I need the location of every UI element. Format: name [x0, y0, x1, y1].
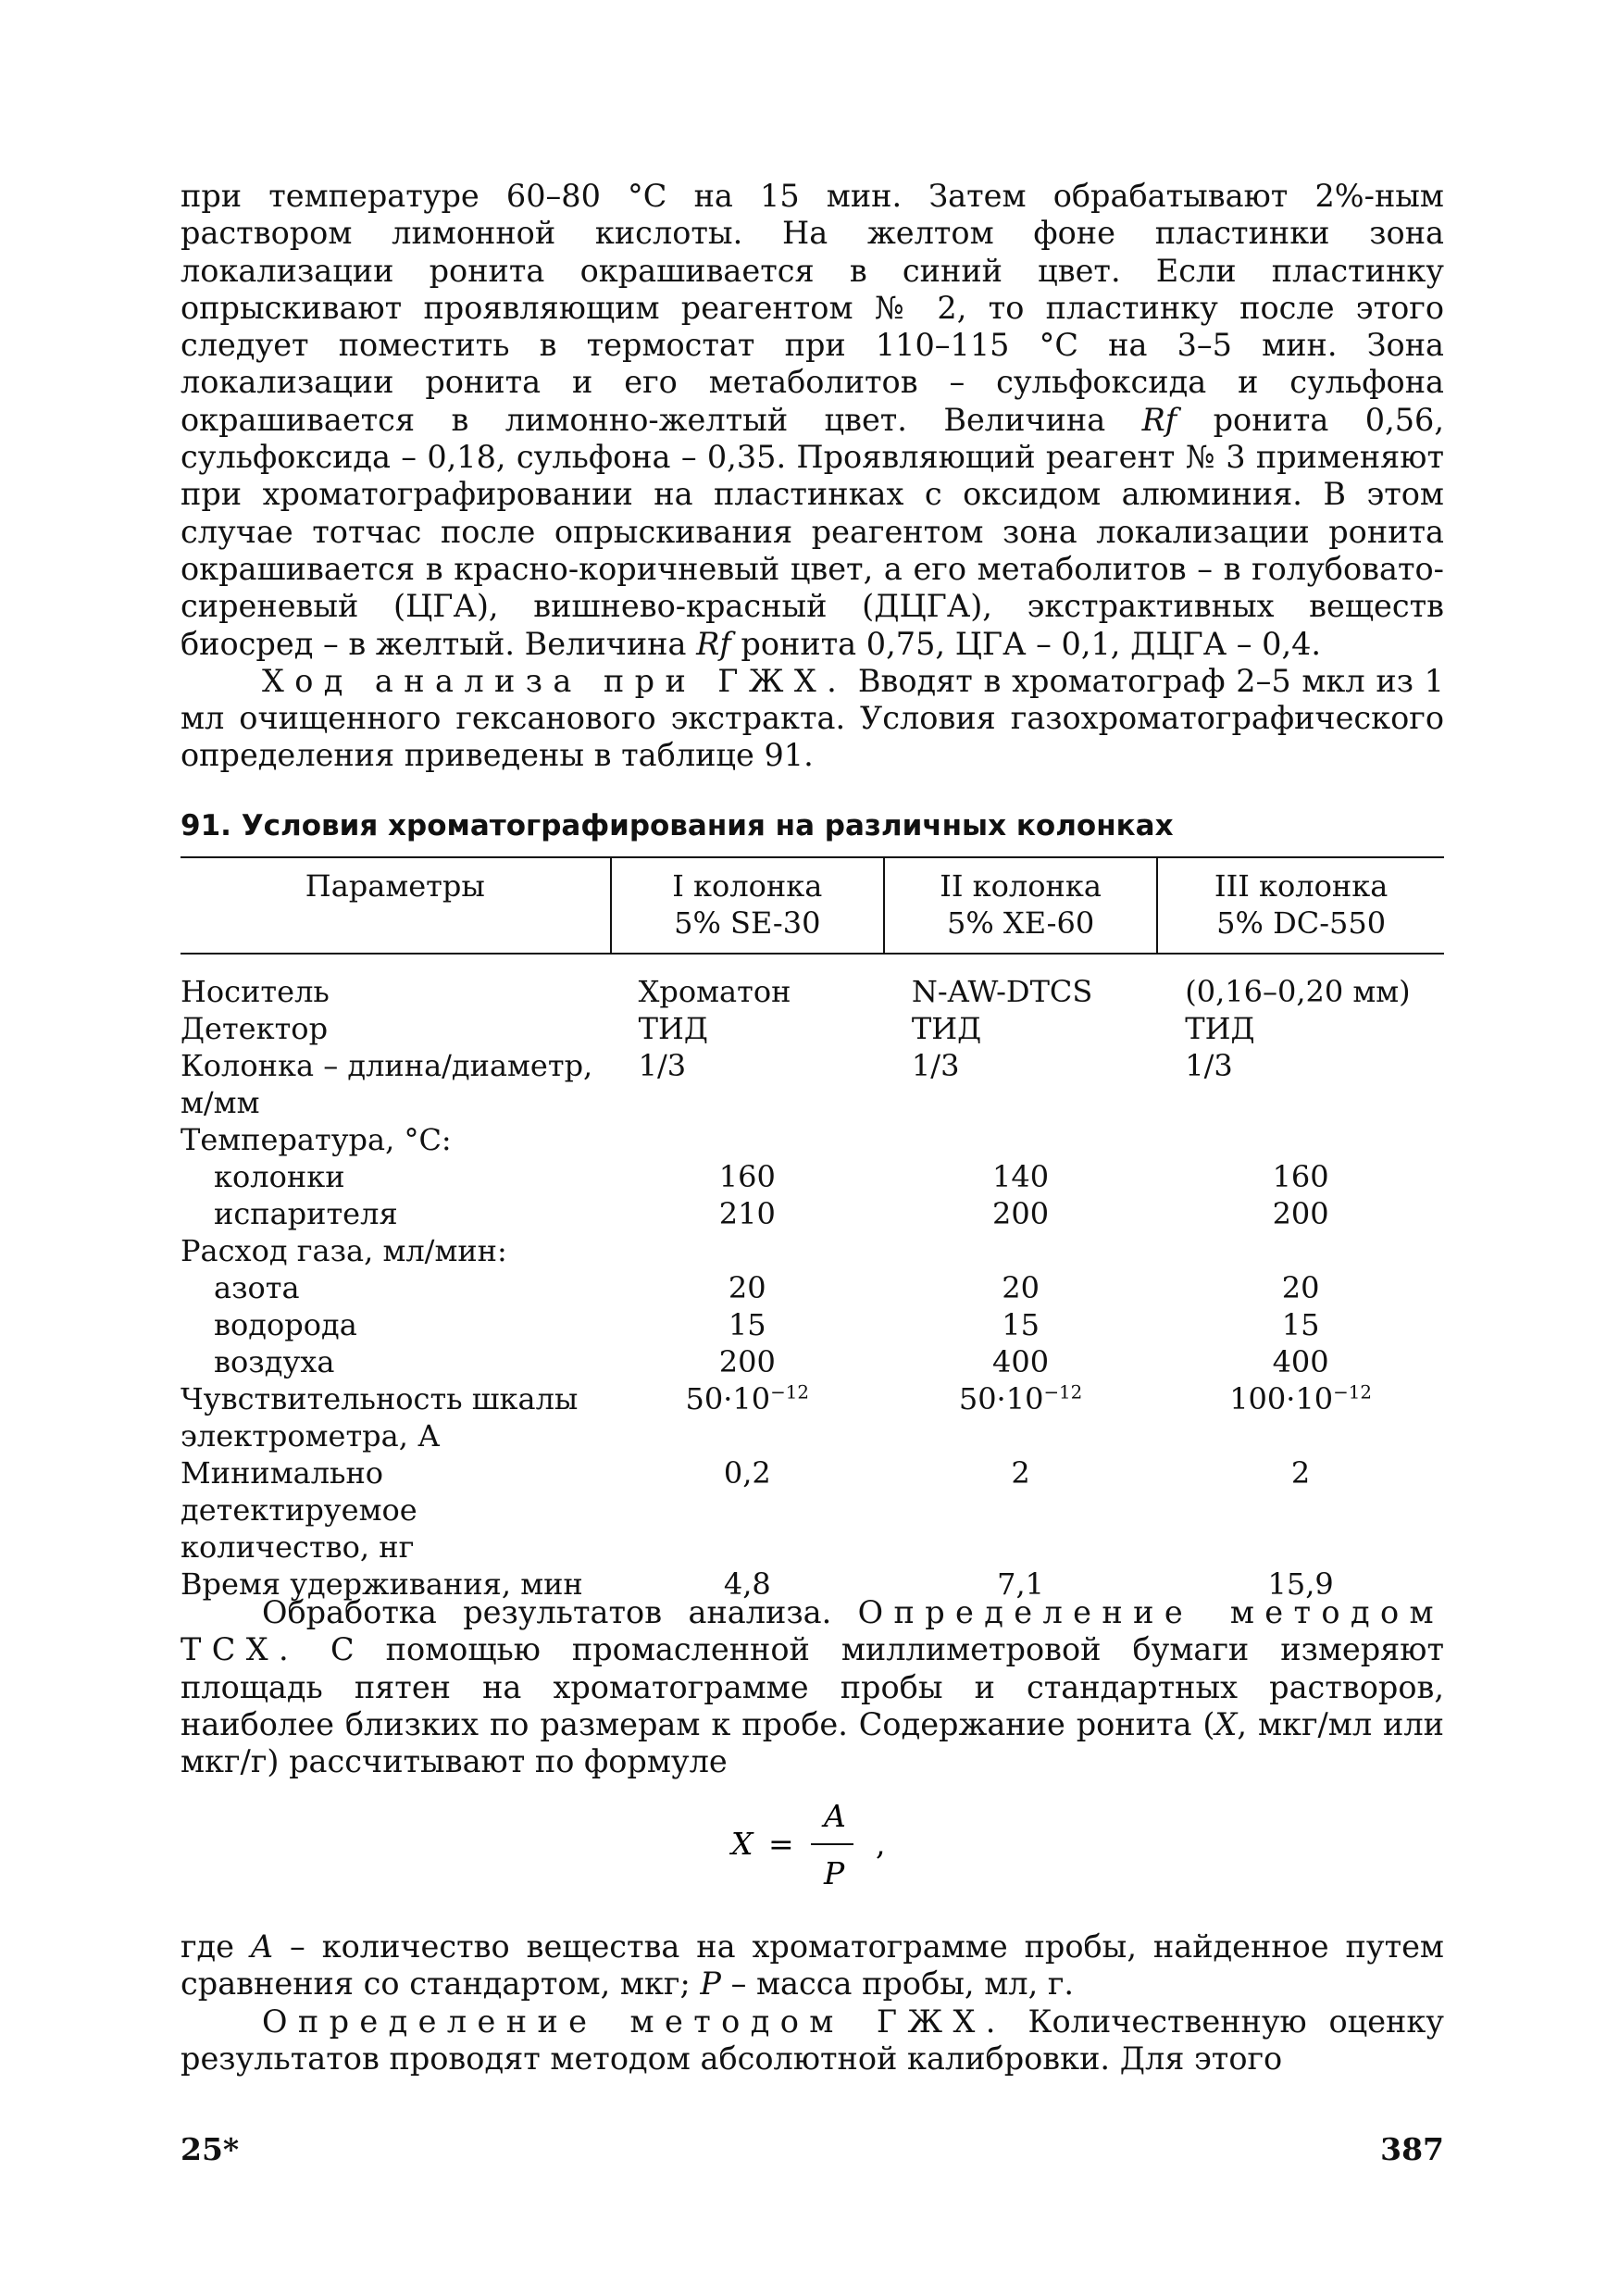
- paragraph-glc-procedure: Ход анализа при ГЖХ. Вводят в хроматограф 2–5 мкл из 1 мл очищенного гексанового экстракта. Условия газохроматографического определения приведены в таблице 91.: [181, 662, 1444, 774]
- table-caption: 91. Условия хроматографирования на различных колонках: [181, 809, 1174, 842]
- section-heading-glc: Ход анализа при ГЖХ.: [262, 662, 848, 699]
- table-row: Расход газа, мл/мин:: [181, 1233, 507, 1268]
- table-row: Температура, °С:: [181, 1122, 452, 1157]
- paragraph-results-tlc: Обработка результатов анализа. Определение методом ТСХ. С помощью промасленной миллиметровой бумаги измеряют площадь пятен на хроматограмме пробы и стандартных растворов, наиболее близких по размерам к пробе. Содержание ронита (X, мкг/мл или мкг/г) рассчитывают по формуле: [181, 1594, 1444, 1780]
- table-row: испарителя 210 200 200: [214, 1196, 1329, 1231]
- table-row: Носитель Хроматон N-AW-DTCS (0,16–0,20 мм): [181, 974, 1411, 1009]
- header-parameters: Параметры: [181, 857, 611, 954]
- paragraph-glc-results: Определение методом ГЖХ. Количественную оценку результатов проводят методом абсолютной калибровки. Для этого: [181, 2003, 1445, 2077]
- formula-lhs: X: [731, 1826, 753, 1862]
- signature-mark: 25*: [181, 2131, 240, 2167]
- text-block-bottom: [181, 1928, 1444, 2078]
- section-heading-tlc: Определение методом ТСХ.: [181, 1594, 1444, 1668]
- table-row: колонки 160 140 160: [214, 1159, 1329, 1194]
- table-row: Минимально детектируемое количество, нг 0,2 2 2: [181, 1455, 1311, 1565]
- table-row: водорода 15 15 15: [214, 1307, 1320, 1342]
- table-row: азота 20 20 20: [214, 1270, 1320, 1305]
- paragraph-formula-legend: где A – количество вещества на хроматограмме пробы, найденное путем сравнения со стандартом, мкг; P – масса пробы, мл, г.: [181, 1928, 1444, 2003]
- page-number: 387: [1380, 2131, 1444, 2167]
- table-row: воздуха 200 400 400: [214, 1344, 1329, 1379]
- header-column-2: II колонка 5% XE-60: [884, 857, 1157, 954]
- header-column-3: III колонка 5% DC-550: [1157, 857, 1444, 954]
- text-block-results: [181, 1594, 1444, 1780]
- table-row: Колонка – длина/диаметр, м/мм 1/3 1/3 1/3: [181, 1048, 1233, 1120]
- table-row: Детектор ТИД ТИД ТИД: [181, 1011, 1255, 1046]
- chromatography-conditions-table: [181, 856, 1444, 1603]
- header-column-1: I колонка 5% SE-30: [611, 857, 884, 954]
- text-block-top: [181, 178, 1444, 775]
- rf-symbol: Rf: [696, 625, 731, 662]
- table-row: Чувствительность шкалы электрометра, А $50\cdot 10^{-12}$ $50\cdot 10^{-12}$ $100\cdot 10^{-12}$: [181, 1381, 1373, 1454]
- table-header-row: [181, 857, 1444, 954]
- formula-x-equals-a-over-p: [722, 1796, 907, 1898]
- formula-denominator: P: [824, 1855, 845, 1891]
- table-row: Время удерживания, мин 4,8 7,1 15,9: [181, 1566, 1334, 1602]
- paragraph-tlc-reagents: при температуре 60–80 °С на 15 мин. Затем обрабатывают 2%-ным раствором лимонной кислоты. На желтом фоне пластинки зона локализации ронита окрашивается в синий цвет. Если пластинку опрыскивают проявляющим реагентом № 2, то пластинку после этого следует поместить в термостат при 110–115 °С на 3–5 мин. Зона локализации ронита и его метаболитов – сульфоксида и сульфона окрашивается в лимонно-желтый цвет. Величина Rf ронита 0,56, сульфоксида – 0,18, сульфона – 0,35. Проявляющий реагент № 3 применяют при хроматографировании на пластинках с оксидом алюминия. В этом случае тотчас после опрыскивания реагентом зона локализации ронита окрашивается в красно-коричневый цвет, а его метаболитов – в голубовато-сиреневый (ЦГА), вишнево-красный (ДЦГА), экстрактивных веществ биосред – в желтый. Величина Rf ронита 0,75, ЦГА – 0,1, ДЦГА – 0,4.: [181, 178, 1445, 662]
- formula-numerator: A: [824, 1798, 846, 1834]
- section-heading-glc-method: Определение методом ГЖХ.: [262, 2003, 1006, 2040]
- rf-symbol: Rf: [1141, 401, 1177, 438]
- formula-equals: =: [768, 1826, 794, 1862]
- formula-comma: ,: [876, 1826, 886, 1862]
